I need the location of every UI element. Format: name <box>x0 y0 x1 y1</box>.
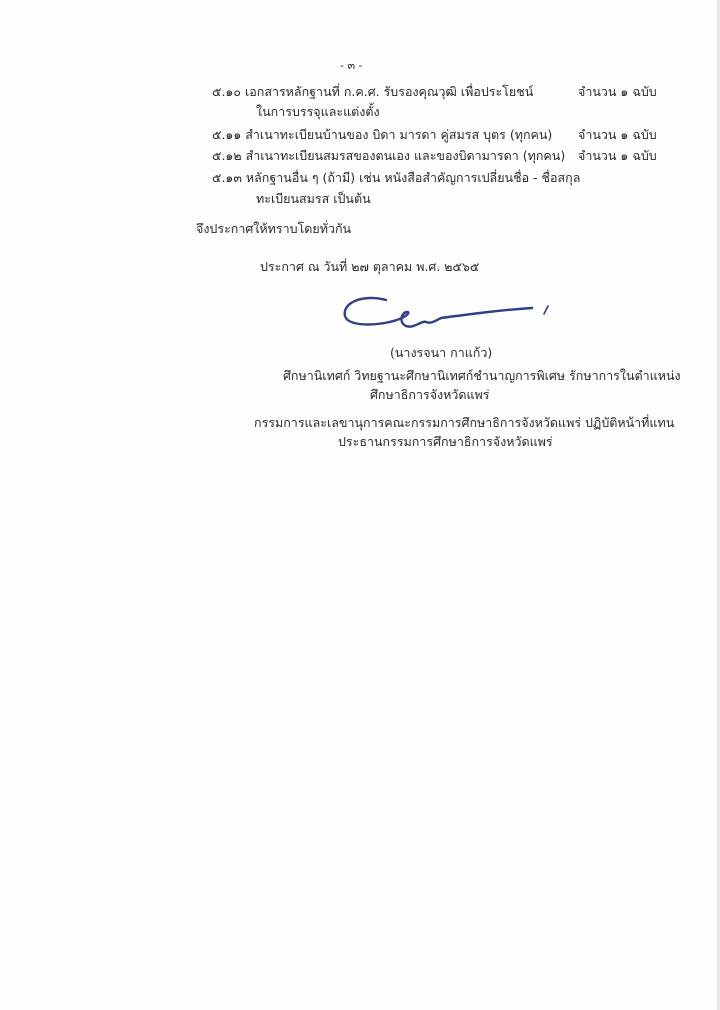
position-line-4: ประธานกรรมการศึกษาธิการจังหวัดแพร่ <box>338 434 553 449</box>
position-line-1: ศึกษานิเทศก์ วิทยฐานะศึกษานิเทศก์ชำนาญการพิเศษ รักษาการในตำแหน่ง <box>283 368 681 383</box>
item-5-10-qty: จำนวน ๑ ฉบับ <box>578 84 657 99</box>
item-5-10-line2: ในการบรรจุและแต่งตั้ง <box>256 104 380 119</box>
item-5-10-line1: ๕.๑๐ เอกสารหลักฐานที่ ก.ค.ศ. รับรองคุณวุฒิ เพื่อประโยชน์ <box>212 84 534 99</box>
item-5-11-qty: จำนวน ๑ ฉบับ <box>578 127 657 142</box>
item-5-12-line1: ๕.๑๒ สำเนาทะเบียนสมรสของตนเอง และของบิดามารดา (ทุกคน) <box>212 148 566 163</box>
position-line-3: กรรมการและเลขานุการคณะกรรมการศึกษาธิการจังหวัดแพร่ ปฏิบัติหน้าที่แทน <box>254 415 675 430</box>
position-line-2: ศึกษาธิการจังหวัดแพร่ <box>370 387 490 402</box>
page-number: - ๓ - <box>340 59 363 72</box>
closing-statement: จึงประกาศให้ทราบโดยทั่วกัน <box>196 221 352 236</box>
item-5-13-line2: ทะเบียนสมรส เป็นต้น <box>256 191 371 206</box>
signature <box>336 288 556 338</box>
announce-date: ประกาศ ณ วันที่ ๒๗ ตุลาคม พ.ศ. ๒๕๖๕ <box>260 259 480 274</box>
item-5-12-qty: จำนวน ๑ ฉบับ <box>578 148 657 163</box>
signer-name: (นางรจนา กาแก้ว) <box>390 345 493 360</box>
item-5-11-line1: ๕.๑๑ สำเนาทะเบียนบ้านของ บิดา มารดา คู่สมรส บุตร (ทุกคน) <box>212 127 553 142</box>
item-5-13-line1: ๕.๑๓ หลักฐานอื่น ๆ (ถ้ามี) เช่น หนังสือสำคัญการเปลี่ยนชื่อ - ชื่อสกุล <box>212 170 581 185</box>
